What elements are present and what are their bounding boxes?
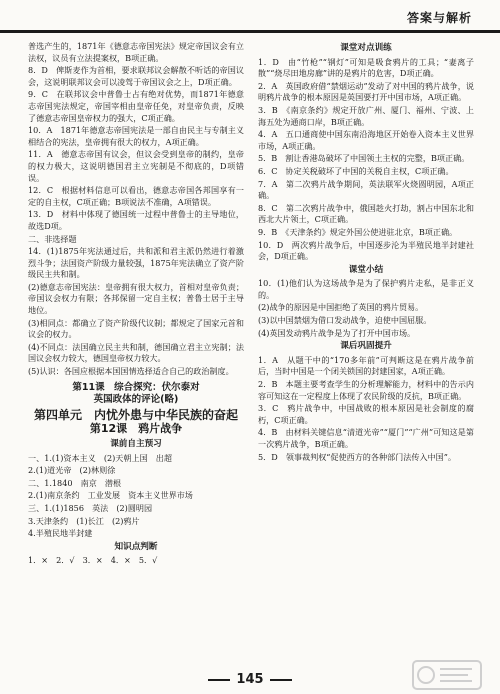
right-column — [258, 41, 474, 464]
lesson-11-title: 第11课 综合探究：伏尔泰对 — [72, 381, 200, 393]
page-number-dash-right — [270, 679, 292, 681]
lesson-11-subtitle: 英国政体的评论(略) — [93, 394, 179, 406]
left-column — [28, 41, 244, 568]
answer-paragraph: (3)相同点：都确立了资产阶级代议制；都规定了国家元首和议会的权力。 — [28, 317, 244, 340]
preview-row: 2.(1)南京条约 工业发展 资本主义世界市场 — [28, 490, 193, 501]
answer-paragraph: 4．B 由材料关键信息“清道光帝”“厦门”“广州”可知这是第一次鸦片战争，B项正确。 — [258, 427, 474, 449]
answer-paragraph: (4)不同点：法国确立民主共和制，德国确立君主立宪制；法国议会权力较大，德国皇帝权力较大。 — [28, 341, 244, 364]
page-number-text: 145 — [236, 672, 264, 687]
unit-title: 第四单元 内忧外患与中华民族的奋起 — [33, 407, 238, 422]
answer-paragraph: 10．A 1871年德意志帝国宪法是一部自由民主与专制主义相结合的宪法，皇帝拥有很大的权力，A项正确。 — [28, 125, 244, 147]
answer-paragraph: 14．(1)1875年宪法通过后，共和派和君主派仍然进行着激烈斗争；法国资产阶级力量较强，1875年宪法确立了资产阶级民主共和制。 — [28, 246, 244, 280]
answer-paragraph: 8．D 俾斯麦作为首相，要求联邦议会解散不听话的帝国议会，这说明联邦议会可以凌驾于帝国议会之上，D项正确。 — [28, 65, 244, 87]
judgement-row: 1．× 2．√ 3．× 4．× 5．√ — [28, 555, 158, 566]
preview-row: 三、1.(1)1856 英法 (2)圆明园 — [28, 502, 153, 513]
page-header — [0, 0, 500, 34]
answer-paragraph: 5．B 割让香港岛破坏了中国领土主权的完整，B项正确。 — [258, 153, 470, 164]
answer-paragraph: 7．A 第二次鸦片战争期间，英法联军火烧圆明园，A项正确。 — [258, 178, 474, 201]
answer-paragraph: 普选产生的，1871年《德意志帝国宪法》规定帝国议会有立法权，议员有立法提案权，B项正确。 — [28, 41, 244, 63]
summary-item: (3)以中国禁烟为借口发动战争，迫使中国屈服。 — [258, 315, 432, 326]
preview-row: 一、1.(1)资本主义 (2)天朝上国 出超 — [28, 452, 172, 463]
answer-paragraph: 11．A 德意志帝国有议会，但议会受到皇帝的制约，皇帝的权力极大，这说明德国君主立宪制是不彻底的，D项错误。 — [28, 149, 244, 183]
summary-item: (4)英国发动鸦片战争是为了打开中国市场。 — [258, 327, 416, 338]
preview-heading: 课前自主预习 — [110, 439, 162, 449]
answer-paragraph: (2)德意志帝国宪法：皇帝拥有很大权力，首相对皇帝负责；帝国议会权力有限；各邦保留一定自主权；普鲁士居于主导地位。 — [28, 281, 244, 316]
answer-paragraph: 二、非选择题 — [28, 233, 77, 244]
preview-row: 3.天津条约 (1)长江 (2)鸦片 — [28, 515, 140, 526]
answer-paragraph: 9．B 《天津条约》规定外国公使进驻北京，B项正确。 — [258, 226, 458, 237]
answer-paragraph: 1．D 由“竹枪”“钢灯”可知是吸食鸦片的工具；“妻离子散”“烧尽田地房廊”讲的是鸦片的危害，D项正确。 — [258, 56, 474, 79]
answer-paragraph: 5．D 领事裁判权“促使西方的各种部门法传入中国”。 — [258, 451, 456, 462]
preview-row: 二、1.1840 南京 潜根 — [28, 477, 122, 488]
section-heading-consolidation: 课后巩固提升 — [340, 341, 392, 352]
summary-item: (2)战争的原因是中国拒绝了英国的鸦片贸易。 — [258, 302, 424, 313]
lesson-12-title: 第12课 鸦片战争 — [89, 422, 183, 436]
answer-paragraph: 2．A 英国政府借“禁烟运动”发动了对中国的鸦片战争，说明鸦片战争的根本原因是英国要打开中国市场，A项正确。 — [258, 80, 474, 103]
answer-paragraph: 9．C 在联邦议会中普鲁士占有绝对优势，而1871年德意志帝国宪法规定，帝国宰相由皇帝任免，对皇帝负责，反映了德意志帝国皇帝权力的强大，C项正确。 — [28, 89, 244, 123]
section-heading-training: 课堂对点训练 — [340, 43, 392, 53]
page-number-dash-left — [208, 679, 230, 681]
answer-paragraph: 8．C 第二次鸦片战争中，俄国趁火打劫，割占中国东北和西北大片领土，C项正确。 — [258, 202, 474, 225]
watermark-stamp — [412, 660, 482, 690]
answer-paragraph: 6．C 协定关税破坏了中国的关税自主权，C项正确。 — [258, 165, 454, 176]
answer-paragraph: 10．D 两次鸦片战争后，中国逐步沦为半殖民地半封建社会，D项正确。 — [258, 239, 474, 262]
header-title: 答案与解析 — [406, 11, 472, 25]
answer-paragraph: 3．B 《南京条约》规定开放广州、厦门、福州、宁波、上海五处为通商口岸，B项正确。 — [258, 104, 474, 127]
section-heading-summary: 课堂小结 — [348, 264, 384, 275]
answer-paragraph: 2．B 本题主要考查学生的分析理解能力，材料中的告示内容可知这在一定程度上体现了农民阶级的反抗，B项正确。 — [258, 379, 474, 401]
judgement-heading: 知识点判断 — [114, 541, 158, 552]
header-rule — [0, 30, 500, 33]
summary-item: 10．(1)他们认为这场战争是为了保护鸦片走私，是非正义的。 — [258, 278, 474, 300]
answer-paragraph: (5)认识：各国应根据本国国情选择适合自己的政治制度。 — [28, 366, 234, 377]
preview-row: 4.半殖民地半封建 — [28, 528, 93, 539]
answer-paragraph: 4．A 五口通商使中国东南沿海地区开始卷入资本主义世界市场，A项正确。 — [258, 129, 474, 151]
answer-paragraph: 13．D 材料中体现了德国统一过程中普鲁士的主导地位，故选D项。 — [28, 209, 244, 231]
answer-paragraph: 3．C 鸦片战争中，中国战败的根本原因是社会制度的腐朽，C项正确。 — [258, 403, 474, 425]
preview-row: 2.(1)道光帝 (2)林则徐 — [28, 465, 116, 476]
answer-paragraph: 12．C 根据材料信息可以看出，德意志帝国各邦国享有一定的自主权，C项正确；B项说法不准确，A项错误。 — [28, 185, 244, 207]
answer-paragraph: 1．A 从题干中的“170多年前”可判断这是在鸦片战争前后，当时中国是一个闭关锁国的封建国家，A项正确。 — [258, 354, 474, 377]
